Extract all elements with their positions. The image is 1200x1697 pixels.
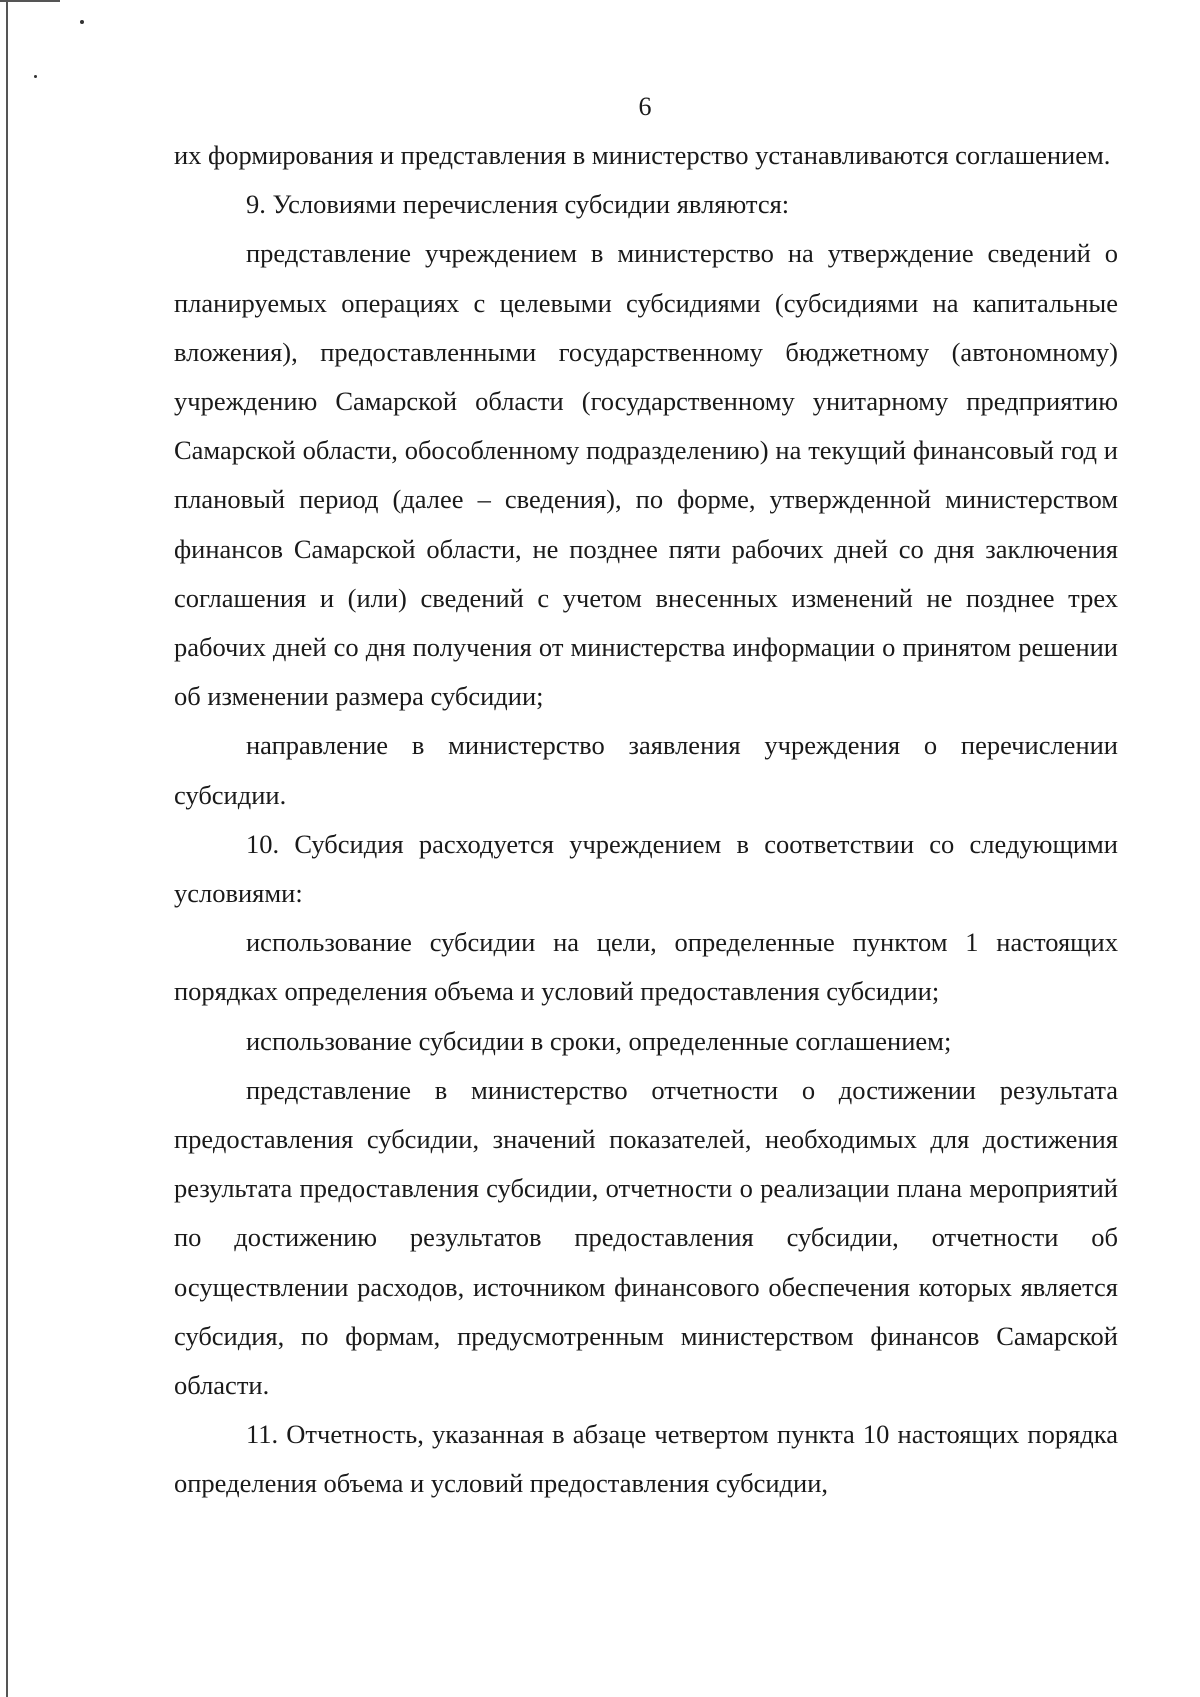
- scan-border-left: [6, 0, 8, 1697]
- paragraph-usage-terms: использование субсидии в сроки, определенные соглашением;: [246, 1025, 952, 1056]
- paragraph-continuation: их формирования и представления в министерство устанавливаются соглашением.: [174, 140, 1111, 170]
- document-body: [174, 131, 1118, 1509]
- paragraph-item-10: 10. Субсидия расходуется учреждением в соответствии со следующими условиями:: [174, 828, 1118, 909]
- paragraph-item-11: 11. Отчетность, указанная в абзаце четвертом пункта 10 настоящих порядка определения объема и условий предоставления субсидии,: [174, 1419, 1118, 1499]
- scan-speck: [34, 75, 37, 78]
- page-number: 6: [638, 92, 652, 121]
- paragraph-usage-purpose: использование субсидии на цели, определенные пунктом 1 настоящих порядках определения объема и условий предоставления субсидии;: [174, 927, 1118, 1007]
- scan-border-top: [0, 0, 60, 2]
- paragraph-reporting: представление в министерство отчетности о достижении результата предоставления субсидии, значений показателей, необходимых для достижения результата предоставления субсидии, отчетности о реализации плана мероприятий по достижению результатов предоставления субсидии, отчетности об осуществлении расходов, источником финансового обеспечения которых является субсидия, по формам, предусмотренным министерством финансов Самарской области.: [174, 1074, 1118, 1401]
- paragraph-condition-application: направление в министерство заявления учреждения о перечислении субсидии.: [174, 730, 1118, 810]
- paragraph-item-9: 9. Условиями перечисления субсидии являются:: [246, 189, 790, 220]
- paragraph-condition-info-submission: представление учреждением в министерство на утверждение сведений о планируемых операциях с целевыми субсидиями (субсидиями на капитальные вложения), предоставленными государственному бюджетному (автономному) учреждению Самарской области (государственному унитарному предприятию Самарской области, обособленному подразделению) на текущий финансовый год и плановый период (далее – сведения), по форме, утвержденной министерством финансов Самарской области, не позднее пяти рабочих дней со дня заключения соглашения и (или) сведений с учетом внесенных изменений не позднее трех рабочих дней со дня получения от министерства информации о принятом решении об изменении размера субсидии;: [174, 238, 1118, 712]
- scan-speck: [80, 20, 84, 24]
